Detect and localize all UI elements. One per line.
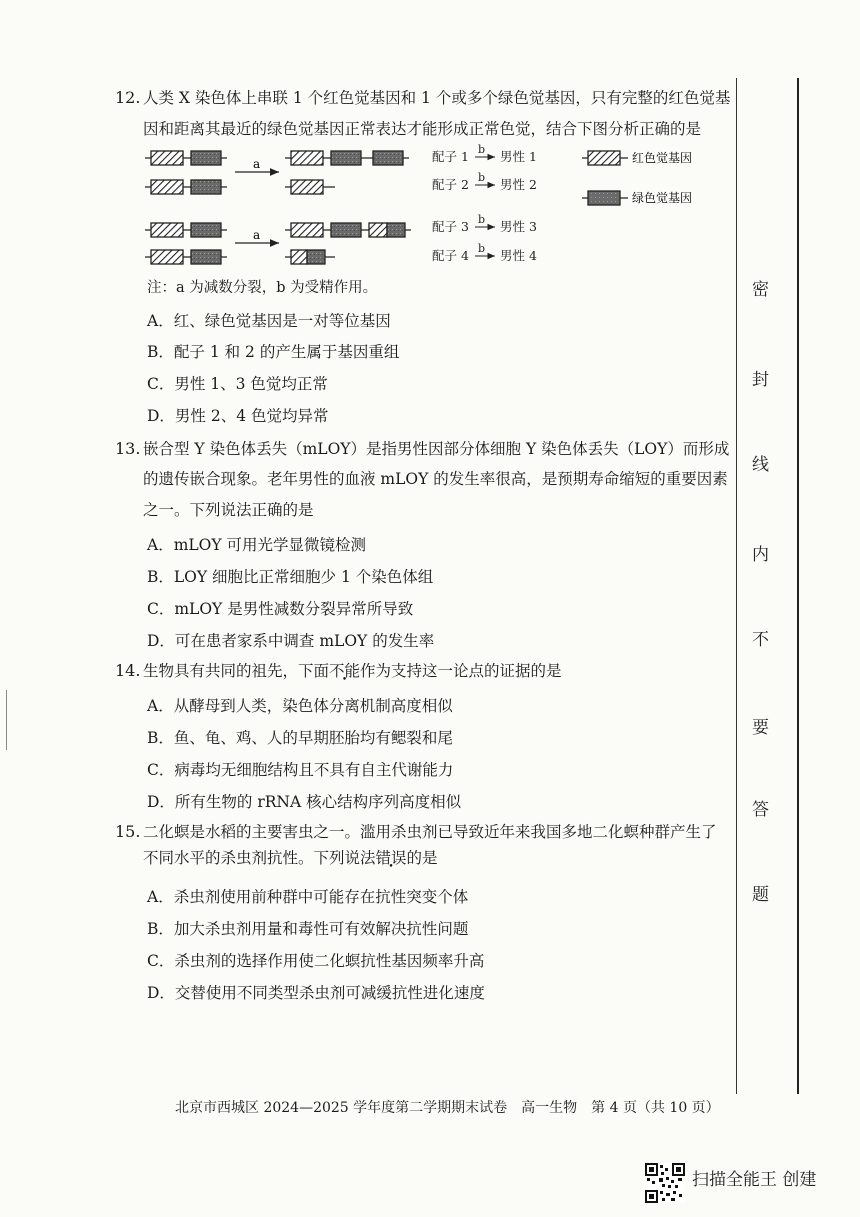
arrow-label: a — [253, 228, 261, 242]
question-stem-line — [143, 846, 438, 870]
option-b: B．LOY 细胞比正常细胞少 1 个染色体组 — [147, 568, 434, 586]
chromosome-pair-2 — [145, 223, 227, 264]
option-c: C．杀虫剂的选择作用使二化螟抗性基因频率升高 — [147, 952, 485, 970]
seal-char: 要 — [752, 718, 769, 738]
page-footer: 北京市西城区 2024—2025 学年度第二学期期末试卷 高一生物 第 4 页（共 10 页） — [175, 1100, 720, 1116]
option-a: A．红、绿色觉基因是一对等位基因 — [147, 312, 391, 330]
option-b: B．加大杀虫剂用量和毒性可有效解决抗性问题 — [147, 920, 469, 938]
fertilization-label: b — [478, 144, 486, 156]
stem-text: 作为支持这一论点的证据的是 — [360, 662, 562, 680]
arrow-label: a — [253, 157, 261, 171]
question-number: 15. — [115, 822, 141, 841]
seal-line-right-border — [797, 78, 799, 1094]
option-b: B．配子 1 和 2 的产生属于基因重组 — [147, 343, 400, 361]
seal-char: 题 — [752, 885, 769, 905]
question-stem-line: 人类 X 染色体上串联 1 个红色觉基因和 1 个或多个绿色觉基因，只有完整的红色觉基 — [143, 89, 731, 107]
option-d: D．可在患者家系中调查 mLOY 的发生率 — [147, 632, 435, 650]
stem-emphasis: 不能 — [329, 662, 361, 680]
legend-green-label: 绿色觉基因 — [632, 191, 693, 205]
seal-line-left-border — [736, 78, 737, 1094]
option-d: D．交替使用不同类型杀虫剂可减缓抗性进化速度 — [147, 984, 485, 1002]
seal-char: 不 — [752, 630, 769, 650]
question-stem-line: 因和距离其最近的绿色觉基因正常表达才能形成正常色觉，结合下图分析正确的是 — [143, 120, 702, 138]
stem-text: 不同水平的杀虫剂抗性。下列说法 — [143, 849, 376, 867]
question-stem — [143, 659, 562, 683]
seal-char: 线 — [752, 455, 769, 475]
seal-char: 内 — [752, 545, 769, 565]
gamete-label: 配子 3 — [432, 219, 469, 234]
male-label: 男性 4 — [500, 248, 537, 263]
question-number: 12. — [115, 88, 141, 107]
seal-char: 密 — [752, 280, 769, 300]
fertilization-label: b — [478, 213, 486, 226]
seal-char: 答 — [752, 800, 769, 820]
stem-emphasis: 错误 — [375, 849, 407, 867]
gamete-chromosomes-2 — [285, 223, 411, 264]
fertilization-label: b — [478, 171, 486, 184]
option-c: C．病毒均无细胞结构且不具有自主代谢能力 — [147, 761, 454, 779]
stem-text: 的是 — [406, 849, 438, 867]
gamete-label: 配子 2 — [432, 177, 469, 192]
legend-green-gene — [582, 190, 692, 205]
fertilization-label: b — [478, 242, 486, 255]
option-d: D．男性 2、4 色觉均异常 — [147, 407, 329, 425]
option-b: B．鱼、龟、鸡、人的早期胚胎均有鳃裂和尾 — [147, 729, 453, 747]
question-number: 14. — [115, 661, 141, 680]
male-label: 男性 3 — [500, 219, 537, 234]
question-stem-line: 嵌合型 Y 染色体丢失（mLOY）是指男性因部分体细胞 Y 染色体丢失（LOY）而形成 — [143, 440, 730, 458]
question-stem-line: 二化螟是水稻的主要害虫之一。滥用杀虫剂已导致近年来我国多地二化螟种群产生了 — [143, 823, 717, 841]
gamete-chromosomes-1 — [285, 151, 409, 194]
option-a: A．mLOY 可用光学显微镜检测 — [147, 536, 367, 554]
option-c: C．mLOY 是男性减数分裂异常所导致 — [147, 600, 414, 618]
gene-legend — [582, 148, 722, 208]
gene-crossover-diagram — [143, 144, 563, 274]
option-a: A．杀虫剂使用前种群中可能存在抗性突变个体 — [147, 888, 469, 906]
option-d: D．所有生物的 rRNA 核心结构序列高度相似 — [147, 793, 462, 811]
male-label: 男性 2 — [500, 177, 537, 192]
stem-text: 生物具有共同的祖先，下面 — [143, 662, 330, 680]
seal-char: 封 — [752, 370, 769, 390]
gamete-label: 配子 4 — [432, 248, 469, 263]
legend-red-gene — [582, 150, 692, 165]
male-label: 男性 1 — [500, 149, 537, 164]
scanner-watermark: 扫描全能王 创建 — [692, 1170, 817, 1190]
question-stem-line: 的遗传嵌合现象。老年男性的血液 mLOY 的发生率很高，是预期寿命缩短的重要因素 — [143, 470, 728, 488]
qr-code-icon — [645, 1163, 685, 1203]
option-c: C．男性 1、3 色觉均正常 — [147, 375, 328, 393]
option-a: A．从酵母到人类，染色体分离机制高度相似 — [147, 697, 453, 715]
legend-red-label: 红色觉基因 — [632, 151, 693, 165]
diagram-note: 注：a 为减数分裂，b 为受精作用。 — [147, 280, 378, 296]
gamete-label: 配子 1 — [432, 149, 469, 164]
question-number: 13. — [115, 439, 141, 458]
chromosome-pair-1 — [145, 151, 227, 194]
margin-mark — [6, 690, 7, 750]
question-stem-line: 之一。下列说法正确的是 — [143, 501, 314, 519]
